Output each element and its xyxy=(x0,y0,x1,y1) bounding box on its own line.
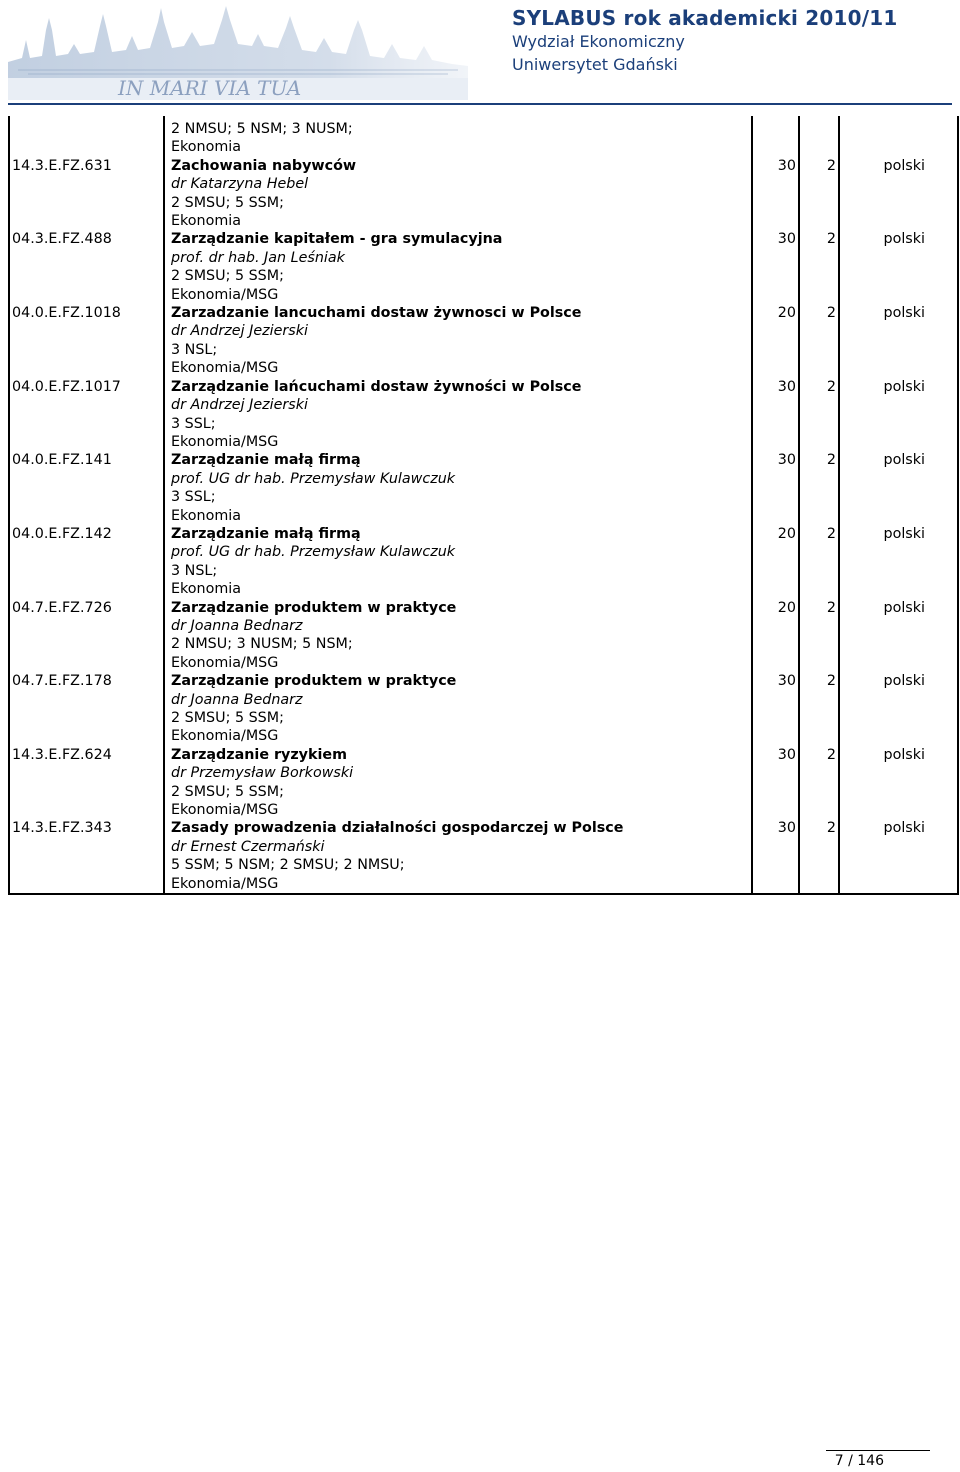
course-teacher: dr Katarzyna Hebel xyxy=(171,176,309,193)
course-description-cell xyxy=(164,819,752,894)
course-language: polski xyxy=(883,157,925,174)
table-row xyxy=(9,378,958,452)
hours-cell xyxy=(752,451,799,525)
hours-cell xyxy=(752,378,799,452)
faculty-name: Wydział Ekonomiczny xyxy=(512,32,685,51)
course-code-cell xyxy=(9,116,164,157)
course-code-cell xyxy=(9,672,164,746)
language-cell xyxy=(839,525,958,599)
table-row xyxy=(9,672,958,746)
course-language: polski xyxy=(883,305,925,322)
course-program: Ekonomia/MSG xyxy=(171,360,279,377)
university-name: Uniwersytet Gdański xyxy=(512,55,678,74)
course-groups: 2 SMSU; 5 SSM; xyxy=(171,268,284,285)
course-title: Zarządzanie małą firmą xyxy=(171,452,361,469)
course-groups: 3 NSL; xyxy=(171,562,218,579)
language-cell xyxy=(839,230,958,304)
table-row xyxy=(9,304,958,378)
course-ects: 2 xyxy=(826,452,836,469)
course-ects: 2 xyxy=(826,673,836,690)
course-ects: 2 xyxy=(826,525,836,542)
banner-motto: IN MARI VIA TUA xyxy=(118,76,302,100)
course-teacher: dr Andrzej Jezierski xyxy=(171,397,308,414)
header-banner-image xyxy=(8,0,468,100)
course-code-cell xyxy=(9,525,164,599)
syllabus-title: SYLABUS rok akademicki 2010/11 xyxy=(512,6,898,30)
course-code-cell xyxy=(9,819,164,894)
course-teacher: dr Andrzej Jezierski xyxy=(171,323,308,340)
course-program: Ekonomia/MSG xyxy=(171,286,279,303)
course-language: polski xyxy=(883,525,925,542)
footer-divider xyxy=(826,1450,930,1451)
course-program: Ekonomia/MSG xyxy=(171,728,279,745)
course-table xyxy=(8,116,959,895)
ects-cell xyxy=(799,672,839,746)
course-code-cell xyxy=(9,378,164,452)
course-language: polski xyxy=(883,231,925,248)
course-title: Zachowania nabywców xyxy=(171,157,357,174)
language-cell xyxy=(839,157,958,231)
course-description-cell xyxy=(164,157,752,231)
header-text-block xyxy=(512,6,897,76)
course-program: Ekonomia/MSG xyxy=(171,654,279,671)
course-title: Zarządzanie kapitałem - gra symulacyjna xyxy=(171,231,503,248)
course-description-cell xyxy=(164,746,752,820)
course-title: Zasady prowadzenia działalności gospodarczej w Polsce xyxy=(171,820,624,837)
course-program: Ekonomia xyxy=(171,139,242,156)
language-cell xyxy=(839,746,958,820)
course-teacher: dr Ernest Czermański xyxy=(171,838,325,855)
hours-cell xyxy=(752,525,799,599)
course-groups: 3 SSL; xyxy=(171,489,216,506)
language-cell xyxy=(839,599,958,673)
course-code: 04.0.E.FZ.1017 xyxy=(12,378,121,395)
language-cell xyxy=(839,672,958,746)
ects-cell xyxy=(799,746,839,820)
table-row xyxy=(9,230,958,304)
hours-cell xyxy=(752,746,799,820)
course-code-cell xyxy=(9,304,164,378)
ects-cell xyxy=(799,230,839,304)
gdansk-skyline-illustration xyxy=(8,0,468,100)
course-description-cell xyxy=(164,672,752,746)
course-teacher: dr Przemysław Borkowski xyxy=(171,765,354,782)
course-hours: 30 xyxy=(777,673,796,690)
course-language: polski xyxy=(883,820,925,837)
course-program: Ekonomia/MSG xyxy=(171,802,279,819)
table-row xyxy=(9,746,958,820)
course-hours: 20 xyxy=(777,525,796,542)
language-cell xyxy=(839,116,958,157)
hours-cell xyxy=(752,304,799,378)
course-language: polski xyxy=(883,746,925,763)
course-teacher: dr Joanna Bednarz xyxy=(171,617,303,634)
course-code: 14.3.E.FZ.631 xyxy=(12,157,112,174)
course-code: 14.3.E.FZ.624 xyxy=(12,746,112,763)
course-program: Ekonomia xyxy=(171,507,242,524)
course-language: polski xyxy=(883,452,925,469)
course-code-cell xyxy=(9,157,164,231)
table-row xyxy=(9,157,958,231)
ects-cell xyxy=(799,599,839,673)
course-groups: 2 SMSU; 5 SSM; xyxy=(171,194,284,211)
course-hours: 30 xyxy=(777,378,796,395)
course-groups: 3 SSL; xyxy=(171,415,216,432)
course-ects: 2 xyxy=(826,599,836,616)
hours-cell xyxy=(752,819,799,894)
course-groups: 5 SSM; 5 NSM; 2 SMSU; 2 NMSU; xyxy=(171,857,405,874)
course-description-cell xyxy=(164,304,752,378)
course-hours: 30 xyxy=(777,452,796,469)
course-description-cell xyxy=(164,230,752,304)
language-cell xyxy=(839,304,958,378)
language-cell xyxy=(839,819,958,894)
course-hours: 30 xyxy=(777,231,796,248)
ects-cell xyxy=(799,116,839,157)
course-code-cell xyxy=(9,230,164,304)
ects-cell xyxy=(799,819,839,894)
course-code-cell xyxy=(9,599,164,673)
course-teacher: dr Joanna Bednarz xyxy=(171,691,303,708)
course-groups: 2 SMSU; 5 SSM; xyxy=(171,710,284,726)
course-title: Zarządzanie produktem w praktyce xyxy=(171,599,457,616)
ects-cell xyxy=(799,304,839,378)
course-title: Zarządzanie lańcuchami dostaw żywności w Polsce xyxy=(171,378,582,395)
header-divider xyxy=(8,103,952,105)
course-groups: 3 NSL; xyxy=(171,341,218,358)
course-hours: 30 xyxy=(777,157,796,174)
course-code-cell xyxy=(9,746,164,820)
page-number: 7 / 146 xyxy=(834,1453,884,1469)
hours-cell xyxy=(752,599,799,673)
course-title: Zarządzanie małą firmą xyxy=(171,525,361,542)
course-hours: 20 xyxy=(777,599,796,616)
course-groups: 2 NMSU; 3 NUSM; 5 NSM; xyxy=(171,636,353,653)
ects-cell xyxy=(799,157,839,231)
course-code: 04.3.E.FZ.488 xyxy=(12,231,112,248)
course-groups: 2 NMSU; 5 NSM; 3 NUSM; xyxy=(171,121,353,137)
language-cell xyxy=(839,378,958,452)
course-hours: 30 xyxy=(777,820,796,837)
course-teacher: prof. UG dr hab. Przemysław Kulawczuk xyxy=(171,470,456,487)
course-ects: 2 xyxy=(826,157,836,174)
hours-cell xyxy=(752,230,799,304)
course-title: Zarządzanie produktem w praktyce xyxy=(171,673,457,690)
course-language: polski xyxy=(883,673,925,690)
course-language: polski xyxy=(883,378,925,395)
course-program: Ekonomia xyxy=(171,213,242,230)
course-code: 04.7.E.FZ.178 xyxy=(12,673,112,690)
hours-cell xyxy=(752,116,799,157)
table-row-continued xyxy=(9,116,958,157)
table-row xyxy=(9,599,958,673)
ects-cell xyxy=(799,525,839,599)
course-hours: 30 xyxy=(777,746,796,763)
course-program: Ekonomia/MSG xyxy=(171,433,279,450)
course-code: 14.3.E.FZ.343 xyxy=(12,820,112,837)
course-description-cell xyxy=(164,525,752,599)
course-description-cell xyxy=(164,599,752,673)
language-cell xyxy=(839,451,958,525)
course-description-cell xyxy=(164,378,752,452)
course-code: 04.0.E.FZ.142 xyxy=(12,525,112,542)
course-program: Ekonomia/MSG xyxy=(171,875,279,892)
course-groups: 2 SMSU; 5 SSM; xyxy=(171,783,284,800)
course-ects: 2 xyxy=(826,378,836,395)
table-row xyxy=(9,451,958,525)
course-language: polski xyxy=(883,599,925,616)
course-hours: 20 xyxy=(777,305,796,322)
course-title: Zarządzanie ryzykiem xyxy=(171,746,348,763)
course-ects: 2 xyxy=(826,231,836,248)
course-program: Ekonomia xyxy=(171,581,242,598)
course-title: Zarzadzanie lancuchami dostaw żywnosci w Polsce xyxy=(171,305,582,322)
course-ects: 2 xyxy=(826,746,836,763)
table-row xyxy=(9,525,958,599)
course-code-cell xyxy=(9,451,164,525)
course-code: 04.0.E.FZ.1018 xyxy=(12,305,121,322)
course-teacher: prof. UG dr hab. Przemysław Kulawczuk xyxy=(171,544,456,561)
hours-cell xyxy=(752,157,799,231)
course-ects: 2 xyxy=(826,820,836,837)
course-code: 04.0.E.FZ.141 xyxy=(12,452,112,469)
course-ects: 2 xyxy=(826,305,836,322)
course-teacher: prof. dr hab. Jan Leśniak xyxy=(171,249,345,266)
ects-cell xyxy=(799,378,839,452)
course-description-cell xyxy=(164,116,752,157)
course-code: 04.7.E.FZ.726 xyxy=(12,599,112,616)
ects-cell xyxy=(799,451,839,525)
hours-cell xyxy=(752,672,799,746)
table-row xyxy=(9,819,958,894)
course-description-cell xyxy=(164,451,752,525)
